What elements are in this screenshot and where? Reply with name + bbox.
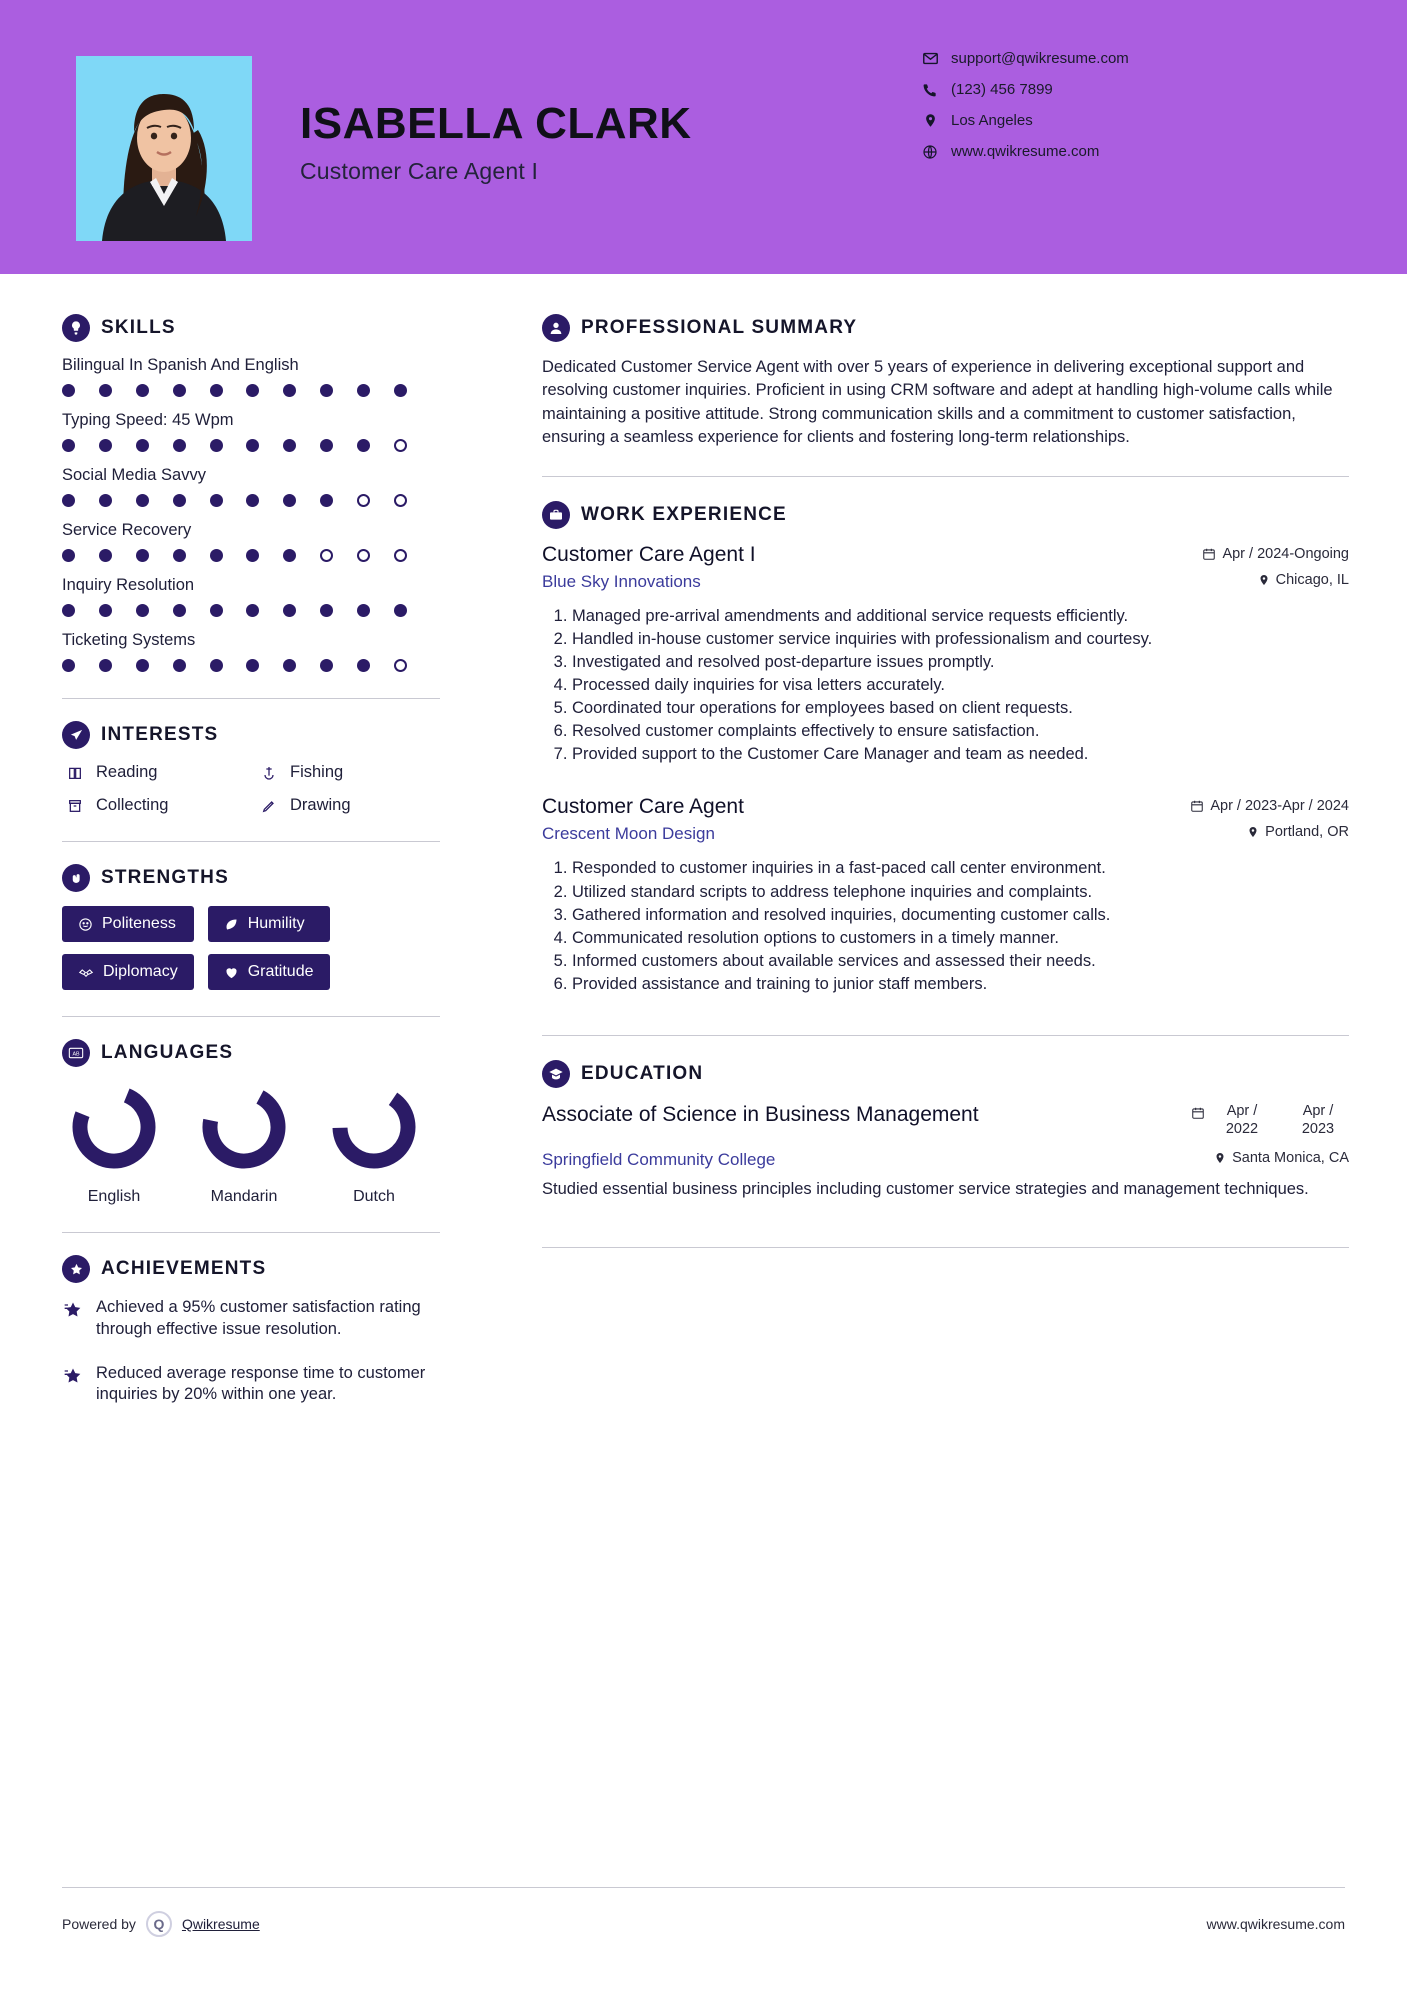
- language-item: [68, 1081, 160, 1206]
- skill-label: Service Recovery: [62, 521, 192, 539]
- job-bullet: 3. Gathered information and resolved inquiries, documenting customer calls.: [572, 904, 1349, 926]
- strength-chip: [62, 906, 194, 942]
- skill-label: Social Media Savvy: [62, 466, 206, 484]
- section-header-experience: [542, 501, 1349, 529]
- contact-list: [917, 50, 1337, 174]
- archive-icon: [62, 798, 88, 814]
- job-location-text: Portland, OR: [1265, 824, 1349, 841]
- interest-item: [256, 796, 440, 815]
- powered-by: [62, 1911, 260, 1937]
- section-title-education: EDUCATION: [581, 1063, 704, 1085]
- contact-email: [917, 50, 1337, 67]
- graduation-cap-icon: [542, 1060, 570, 1088]
- skill-row: [62, 576, 440, 617]
- achievement-text: Reduced average response time to customer inquiries by 20% within one year.: [96, 1363, 426, 1404]
- calendar-icon: [1190, 799, 1204, 813]
- location-pin-icon: [1214, 1151, 1226, 1165]
- strength-chip: [208, 906, 330, 942]
- section-header-education: [542, 1060, 1349, 1088]
- resume-body: [0, 274, 1407, 1406]
- book-icon: [62, 765, 88, 781]
- skill-rating: [62, 549, 407, 562]
- section-header-languages: [62, 1039, 440, 1067]
- header-job-title: Customer Care Agent I: [300, 158, 539, 185]
- contact-phone-text: (123) 456 7899: [951, 81, 1053, 98]
- job-role: Customer Care Agent: [542, 795, 744, 819]
- contact-website-text: www.qwikresume.com: [951, 143, 1100, 160]
- calendar-icon: [1202, 547, 1216, 561]
- section-header-interests: [62, 721, 440, 749]
- job-bullet: 7. Provided support to the Customer Care Manager and team as needed.: [572, 743, 1349, 765]
- strength-label: Gratitude: [247, 963, 314, 980]
- user-icon: [542, 314, 570, 342]
- location-pin-icon: [917, 112, 943, 129]
- phone-icon: [917, 82, 943, 98]
- skill-row: [62, 466, 440, 507]
- language-label: Mandarin: [210, 1188, 278, 1205]
- language-item: [328, 1081, 420, 1206]
- pencil-icon: [256, 798, 282, 814]
- job-bullet: 5. Coordinated tour operations for employees based on client requests.: [572, 697, 1349, 719]
- divider: [542, 1247, 1349, 1248]
- education-dates: [1191, 1102, 1349, 1138]
- section-title-summary: PROFESSIONAL SUMMARY: [581, 317, 858, 338]
- strength-chip: [208, 954, 330, 990]
- lightbulb-icon: [62, 314, 90, 342]
- skill-row: [62, 356, 440, 397]
- fishing-icon: [256, 765, 282, 781]
- language-ring-dutch: [328, 1081, 420, 1173]
- qwikresume-logo-icon: Q: [146, 1911, 172, 1937]
- skill-rating: [62, 659, 407, 672]
- job-bullet: 6. Resolved customer complaints effectively to ensure satisfaction.: [572, 720, 1349, 742]
- section-title-skills: SKILLS: [101, 317, 176, 338]
- skill-label: Typing Speed: 45 Wpm: [62, 411, 234, 429]
- experience-entry: [542, 795, 1349, 995]
- section-header-strengths: [62, 864, 440, 892]
- skill-label: Ticketing Systems: [62, 631, 196, 649]
- job-dates: [1190, 798, 1349, 814]
- education-start-date: Apr / 2022: [1225, 1103, 1259, 1138]
- job-bullet: 6. Provided assistance and training to junior staff members.: [572, 973, 1349, 995]
- header-banner: [0, 0, 1407, 274]
- language-ring-english: [68, 1081, 160, 1173]
- divider: [62, 841, 440, 842]
- job-bullet: 3. Investigated and resolved post-departure issues promptly.: [572, 651, 1349, 673]
- job-location: [1247, 824, 1349, 840]
- language-label: Dutch: [353, 1188, 395, 1205]
- briefcase-icon: [542, 501, 570, 529]
- education-entry: [542, 1102, 1349, 1201]
- job-bullet: 4. Processed daily inquiries for visa letters accurately.: [572, 674, 1349, 696]
- section-header-skills: [62, 314, 440, 342]
- name-block: [300, 100, 900, 185]
- section-title-interests: INTERESTS: [101, 724, 219, 745]
- avatar: [76, 56, 252, 241]
- star-icon: [62, 1297, 96, 1341]
- education-location-text: Santa Monica, CA: [1232, 1150, 1349, 1167]
- smiley-icon: [78, 917, 93, 932]
- job-company: Crescent Moon Design: [542, 824, 715, 844]
- contact-email-text: support@qwikresume.com: [951, 50, 1129, 67]
- education-school: Springfield Community College: [542, 1150, 776, 1170]
- skill-rating: [62, 384, 407, 397]
- interest-label: Reading: [96, 763, 158, 781]
- language-ring-mandarin: [198, 1081, 290, 1173]
- strengths-list: [62, 906, 440, 990]
- star-icon: [62, 1363, 96, 1407]
- language-icon: [62, 1039, 90, 1067]
- language-item: [198, 1081, 290, 1206]
- section-title-achievements: ACHIEVEMENTS: [101, 1258, 267, 1279]
- job-role: Customer Care Agent I: [542, 542, 756, 566]
- job-dates-text: Apr / 2023-Apr / 2024: [1210, 798, 1349, 815]
- strength-label: Humility: [247, 915, 305, 932]
- skill-row: [62, 521, 440, 562]
- achievement-text: Achieved a 95% customer satisfaction rating through effective issue resolution.: [96, 1298, 421, 1338]
- job-bullet: 1. Managed pre-arrival amendments and additional service requests efficiently.: [572, 605, 1349, 627]
- job-bullet: 1. Responded to customer inquiries in a fast-paced call center environment.: [572, 857, 1349, 879]
- strength-label: Politeness: [102, 915, 176, 932]
- education-degree: Associate of Science in Business Management: [542, 1103, 979, 1127]
- languages-list: [62, 1081, 440, 1206]
- skill-label: Inquiry Resolution: [62, 576, 195, 594]
- section-title-languages: LANGUAGES: [101, 1042, 234, 1063]
- contact-website: [917, 143, 1337, 160]
- interest-item: [62, 796, 246, 815]
- section-header-summary: [542, 314, 1349, 342]
- job-location-text: Chicago, IL: [1275, 571, 1349, 588]
- job-dates-text: Apr / 2024-Ongoing: [1222, 545, 1349, 562]
- paper-plane-icon: [62, 721, 90, 749]
- job-bullet: 5. Informed customers about available services and assessed their needs.: [572, 950, 1349, 972]
- experience-entry: [542, 543, 1349, 766]
- interests-list: [62, 763, 440, 815]
- interest-label: Drawing: [290, 796, 351, 814]
- language-label: English: [87, 1188, 141, 1205]
- achievement-item: [62, 1297, 440, 1341]
- contact-location: [917, 112, 1337, 129]
- interest-label: Collecting: [96, 796, 169, 814]
- handshake-icon: [78, 965, 94, 980]
- interest-label: Fishing: [290, 763, 344, 781]
- divider: [542, 476, 1349, 477]
- skill-label: Bilingual In Spanish And English: [62, 356, 299, 374]
- left-column: [0, 274, 500, 1406]
- job-bullet: 2. Utilized standard scripts to address telephone inquiries and complaints.: [572, 881, 1349, 903]
- right-column: [500, 274, 1407, 1406]
- divider: [62, 698, 440, 699]
- skill-rating: [62, 439, 407, 452]
- footer-website[interactable]: www.qwikresume.com: [1206, 1916, 1345, 1932]
- education-end-date: Apr / 2023: [1301, 1103, 1335, 1138]
- job-dates: [1202, 546, 1349, 562]
- interest-item: [62, 763, 246, 782]
- fist-icon: [62, 864, 90, 892]
- job-bullet: 2. Handled in-house customer service inquiries with professionalism and courtesy.: [572, 628, 1349, 650]
- contact-phone: [917, 81, 1337, 98]
- leaf-icon: [224, 917, 239, 932]
- job-bullets: [542, 857, 1349, 995]
- job-bullet: 4. Communicated resolution options to customers in a timely manner.: [572, 927, 1349, 949]
- interest-item: [256, 763, 440, 782]
- globe-icon: [917, 144, 943, 160]
- section-header-achievements: [62, 1255, 440, 1283]
- divider: [542, 1035, 1349, 1036]
- skill-rating: [62, 494, 407, 507]
- heart-icon: [224, 965, 239, 980]
- education-location: [1214, 1150, 1349, 1166]
- calendar-icon: [1191, 1106, 1205, 1124]
- education-description: Studied essential business principles including customer service strategies and management techniques.: [542, 1180, 1309, 1199]
- profile-photo-illustration: [76, 56, 252, 241]
- svg-text:AB: AB: [72, 1051, 80, 1058]
- section-title-experience: WORK EXPERIENCE: [581, 503, 787, 525]
- star-badge-icon: [62, 1255, 90, 1283]
- strength-chip: [62, 954, 194, 990]
- job-company: Blue Sky Innovations: [542, 571, 701, 591]
- skill-row: [62, 411, 440, 452]
- footer: [0, 1904, 1407, 1944]
- powered-by-label: Powered by: [62, 1916, 136, 1932]
- page-title: ISABELLA CLARK: [300, 99, 692, 148]
- location-pin-icon: [1247, 825, 1259, 839]
- section-title-strengths: STRENGTHS: [101, 867, 229, 888]
- job-location: [1258, 572, 1349, 588]
- job-bullets: [542, 605, 1349, 766]
- skill-row: [62, 631, 440, 672]
- summary-text: Dedicated Customer Service Agent with over 5 years of experience in delivering exceptional support and resolving customer inquiries. Proficient in using CRM software and adept at handling high-volume calls while maintaining a positive attitude. Strong communication skills and a commitment to customer satisfaction, ensuring a seamless experience for clients and fostering long-term relationships.: [542, 358, 1333, 447]
- strength-label: Diplomacy: [103, 963, 178, 980]
- envelope-icon: [917, 50, 943, 67]
- footer-divider: [62, 1887, 1345, 1888]
- achievement-item: [62, 1363, 440, 1407]
- divider: [62, 1232, 440, 1233]
- location-pin-icon: [1258, 573, 1270, 587]
- divider: [62, 1016, 440, 1017]
- qwikresume-brand-link[interactable]: Qwikresume: [181, 1916, 260, 1932]
- skill-rating: [62, 604, 407, 617]
- contact-location-text: Los Angeles: [951, 112, 1033, 129]
